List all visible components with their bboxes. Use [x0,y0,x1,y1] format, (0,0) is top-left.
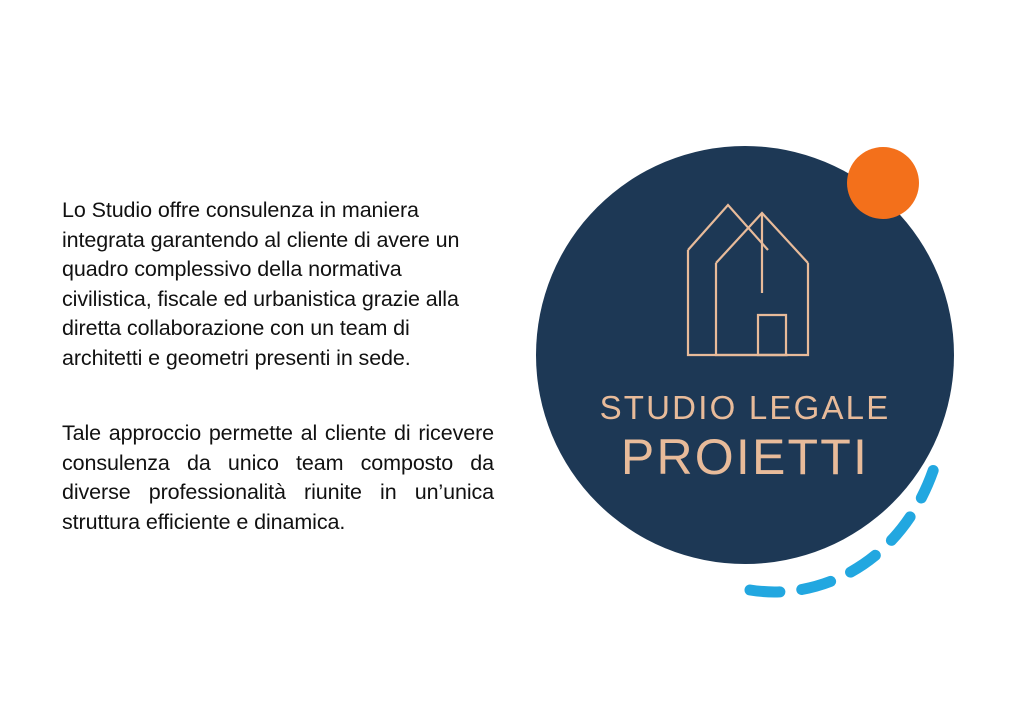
paragraph-1: Lo Studio offre consulenza in maniera integrata garantendo al cliente di avere un quadro complessivo della normativa civilistica, fiscale ed urbanistica grazie alla diretta collaborazione con un team di architetti e geometri presenti in sede. [62,198,460,370]
logo-wordmark [536,388,954,485]
orange-accent-dot [847,147,919,219]
logo-line-proietti: PROIETTI [620,429,870,485]
logo [520,130,990,610]
logo-line-studio-legale: STUDIO LEGALE [599,389,891,426]
house-outline-icon [670,175,820,395]
body-text-block [62,196,494,537]
paragraph-2: Tale approccio permette al cliente di ricevere consulenza da unico team composto da diverse professionalità riunite in un’unica struttura efficiente e dinamica. [62,421,494,534]
